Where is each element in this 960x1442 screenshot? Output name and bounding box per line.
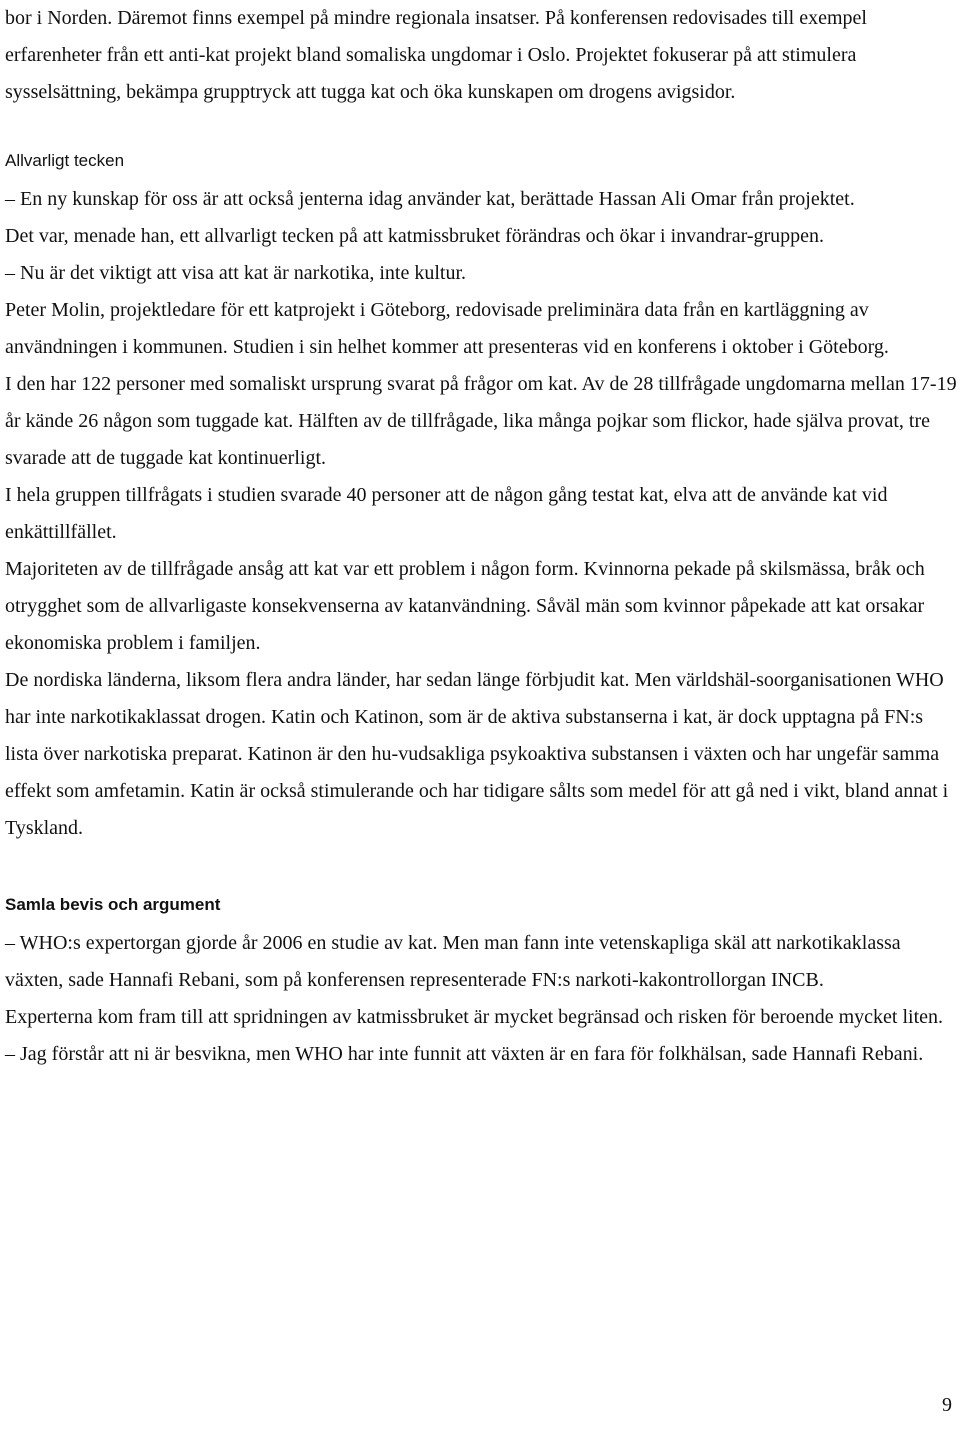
body-paragraph: I den har 122 personer med somaliskt ursprung svarat på frågor om kat. Av de 28 tillfrågade ungdomarna mellan 17-19 år kände 26 någon som tuggade kat. Hälften av de tillfrågade, lika många pojkar som flickor, hade själva provat, tre svarade att de tuggade kat kontinuerligt. xyxy=(5,373,957,469)
document-page xyxy=(5,0,957,1073)
page-number: 9 xyxy=(942,1394,952,1416)
quote-paragraph: – Nu är det viktigt att visa att kat är narkotika, inte kultur. xyxy=(5,262,466,284)
quote-paragraph: – WHO:s expertorgan gjorde år 2006 en studie av kat. Men man fann inte vetenskapliga skäl att narkotikaklassa växten, sade Hannafi Rebani, som på konferensen representerade FN:s narkoti-kakontrollorgan INCB. xyxy=(5,932,901,991)
body-paragraph: I hela gruppen tillfrågats i studien svarade 40 personer att de någon gång testat kat, elva att de använde kat vid enkättillfället. xyxy=(5,484,888,543)
body-paragraph: De nordiska länderna, liksom flera andra länder, har sedan länge förbjudit kat. Men världshäl-soorganisationen WHO har inte narkotikaklassat drogen. Katin och Katinon, som är de aktiva substanserna i kat, är dock upptagna på FN:s lista över narkotiska preparat. Katinon är den hu-vudsakliga psykoaktiva substansen i växten och har ungefär samma effekt som amfetamin. Katin är också stimulerande och har tidigare sålts som medel för att gå ned i vikt, bland annat i Tyskland. xyxy=(5,669,949,839)
body-paragraph: Det var, menade han, ett allvarligt tecken på att katmissbruket förändras och ökar i invandrar-gruppen. xyxy=(5,225,825,247)
body-paragraph: Experterna kom fram till att spridningen av katmissbruket är mycket begränsad och risken för beroende mycket liten. xyxy=(5,1006,944,1028)
section-heading-samla-bevis: Samla bevis och argument xyxy=(5,895,221,914)
body-paragraph: Peter Molin, projektledare för ett katprojekt i Göteborg, redovisade preliminära data från en kartläggning av användningen i kommunen. Studien i sin helhet kommer att presenteras vid en konferens i oktober i Göteborg. xyxy=(5,299,889,358)
body-paragraph: Majoriteten av de tillfrågade ansåg att kat var ett problem i någon form. Kvinnorna pekade på skilsmässa, bråk och otrygghet som de allvarligaste konsekvenserna av katanvändning. Såväl män som kvinnor påpekade att kat orsakar ekonomiska problem i familjen. xyxy=(5,558,925,654)
intro-paragraph: bor i Norden. Däremot finns exempel på mindre regionala insatser. På konferensen redovisades till exempel erfarenheter från ett anti-kat projekt bland somaliska ungdomar i Oslo. Projektet fokuserar på att stimulera sysselsättning, bekämpa grupptryck att tugga kat och öka kunskapen om drogens avigsidor. xyxy=(5,7,867,103)
quote-paragraph: – En ny kunskap för oss är att också jenterna idag använder kat, berättade Hassan Ali Omar från projektet. xyxy=(5,188,855,210)
quote-paragraph: – Jag förstår att ni är besvikna, men WHO har inte funnit att växten är en fara för folkhälsan, sade Hannafi Rebani. xyxy=(5,1043,924,1065)
section-heading-allvarligt-tecken: Allvarligt tecken xyxy=(5,151,125,170)
